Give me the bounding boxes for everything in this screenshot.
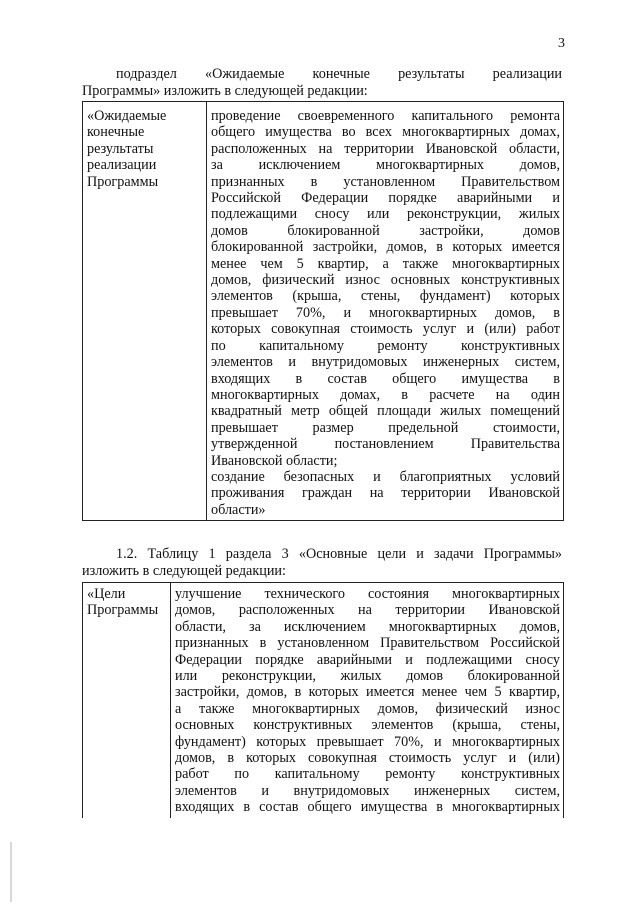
text-line: элементов и внутридомовых инженерных систем, xyxy=(211,354,560,371)
text-line: превышает 70%, и многоквартирных домов, в xyxy=(211,304,560,321)
text-line: или реконструкции, жилых домов блокированной xyxy=(175,668,560,685)
text-line: утвержденной постановлением Правительства xyxy=(211,436,560,453)
text-line: многоквартирных домах, в расчете на один xyxy=(211,386,560,403)
text-line: домов блокированной застройки, домов xyxy=(211,222,560,239)
text-line: элементов (крыша, стены, фундамент) которых xyxy=(211,288,560,305)
text-line: проведение своевременного капитального ремонта xyxy=(211,108,560,124)
text-line: застройки, домов, в которых имеется менее чем 5 квартир, xyxy=(175,684,560,701)
program-goals-table xyxy=(82,582,564,818)
intro-line-2: Программы» изложить в следующей редакции: xyxy=(82,83,368,99)
text-line: квадратный метр общей площади жилых помещений xyxy=(211,403,560,420)
text-line: блокированной застройки, домов, в которых имеется xyxy=(211,239,560,256)
label-line: реализации xyxy=(87,157,157,174)
text-line: Федерации порядке аварийными и подлежащими сносу xyxy=(175,651,560,668)
text-line: домов, физический износ основных конструктивных xyxy=(211,272,560,289)
text-line: Российской Федерации порядке аварийными и xyxy=(211,190,560,207)
text-line: улучшение технического состояния многоквартирных xyxy=(175,586,560,602)
text-line: области» xyxy=(211,501,266,518)
text-line: элементов и внутридомовых инженерных систем, xyxy=(175,782,560,799)
text-line: за исключением многоквартирных домов, xyxy=(211,157,560,174)
text-line: основных конструктивных элементов (крыша, стены, xyxy=(175,717,560,734)
text-line: входящих в состав общего имущества в многоквартирных xyxy=(175,799,560,816)
text-line: подлежащими сносу или реконструкции, жилых xyxy=(211,206,560,223)
program-goals-label-cell xyxy=(83,583,171,818)
page-number: 3 xyxy=(558,36,565,51)
intro-line-1: подраздел «Ожидаемые конечные результаты реализации xyxy=(116,66,562,82)
text-line: общего имущества во всех многоквартирных домах, xyxy=(211,124,560,141)
text-line: домов, в которых совокупная стоимость услуг и (или) xyxy=(175,750,560,767)
label-line: результаты xyxy=(87,140,154,157)
text-line: домов, расположенных на территории Ивановской xyxy=(175,602,560,619)
program-goals-text-cell xyxy=(171,583,564,818)
expected-results-table xyxy=(82,101,564,521)
table-row xyxy=(83,583,564,818)
section-2-paragraph xyxy=(82,546,562,580)
text-line: области, за исключением многоквартирных домов, xyxy=(175,618,560,635)
text-line: по капитальному ремонту конструктивных xyxy=(211,337,560,354)
section-2-line-1: 1.2. Таблицу 1 раздела 3 «Основные цели и задачи Программы» xyxy=(116,546,562,562)
scan-edge-mark xyxy=(10,842,12,902)
text-line: расположенных на территории Ивановской области, xyxy=(211,140,560,157)
text-line: работ по капитальному ремонту конструктивных xyxy=(175,766,560,783)
text-line: а также многоквартирных домов, физический износ xyxy=(175,700,560,717)
text-line: создание безопасных и благоприятных условий xyxy=(211,468,560,485)
text-line: входящих в состав общего имущества в xyxy=(211,370,560,387)
text-line: признанных в установленном Правительством Российской xyxy=(175,635,560,652)
text-line: проживания граждан на территории Ивановской xyxy=(211,485,560,502)
text-line: которых совокупная стоимость услуг и (или) работ xyxy=(211,321,560,338)
section-2-line-2: изложить в следующей редакции: xyxy=(82,563,286,579)
label-line: Программы xyxy=(87,602,159,619)
table-row xyxy=(83,102,564,521)
text-line: Ивановской области; xyxy=(211,452,338,469)
expected-results-label-cell xyxy=(83,102,207,521)
text-line: превышает размер предельной стоимости, xyxy=(211,419,560,436)
text-line: признанных в установленном Правительством xyxy=(211,173,560,190)
label-line: конечные xyxy=(87,124,145,141)
label-line: Программы xyxy=(87,173,159,190)
intro-paragraph xyxy=(82,66,562,100)
expected-results-text-cell xyxy=(207,102,564,521)
label-line: «Цели xyxy=(87,586,126,602)
text-line: фундамент) которых превышает 70%, и многоквартирных xyxy=(175,733,560,750)
label-line: «Ожидаемые xyxy=(87,108,167,124)
text-line: менее чем 5 квартир, а также многоквартирных xyxy=(211,255,560,272)
